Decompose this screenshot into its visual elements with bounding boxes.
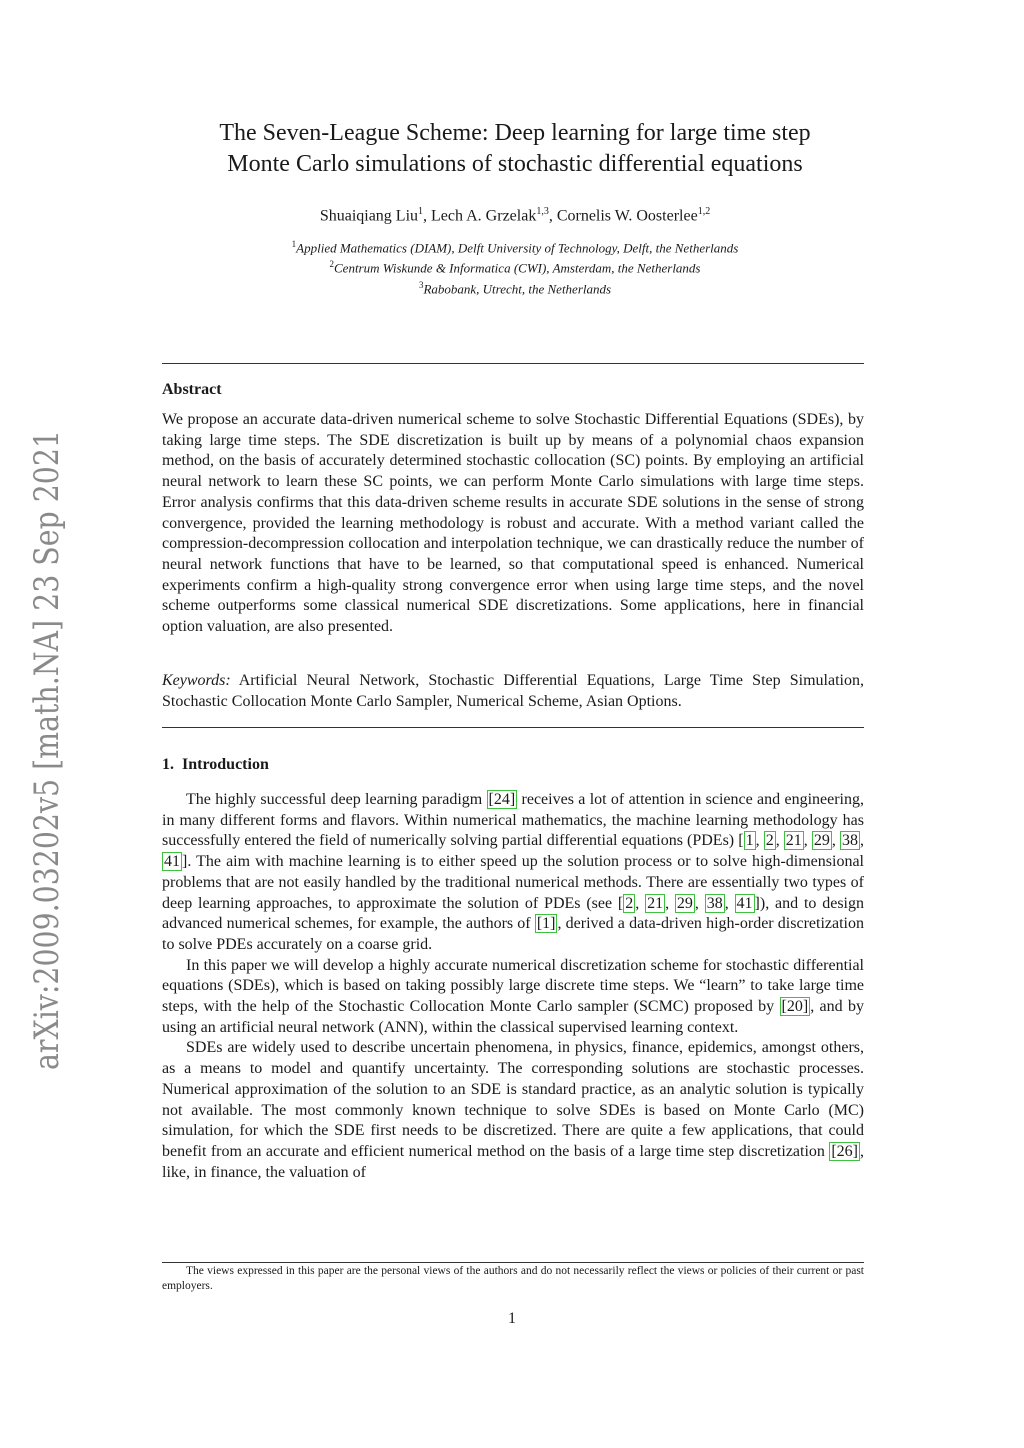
citation-link[interactable]: [20] [781,998,809,1016]
abstract-heading: Abstract [162,381,222,398]
citation-link[interactable]: 41 [736,894,753,912]
paragraph-text: , [803,832,812,850]
paragraph-text: , [694,894,705,912]
citation-link[interactable]: [26] [831,1142,858,1160]
paragraph-text: SDEs are widely used to describe uncertain phenomena, in physics, finance, epidemics, amongst others, as a means to model and quantify uncertainty. The corresponding solutions are stochastic processes. Numerical approximation of the solution to an SDE is standard practice, as an analytic solution is typically not available. The most commonly known technique to solve SDEs is based on Monte Carlo (MC) simulation, for which the SDE first needs to be discretized. There are quite a few applications, that could benefit from an accurate and efficient numerical method on the basis of a large time step discretization [162,1039,864,1160]
footnote: The views expressed in this paper are the personal views of the authors and do not necessarily reflect the views or policies of their current or past employers. [162,1265,864,1292]
citation-link[interactable]: 41 [164,853,180,871]
citation-link[interactable]: 38 [842,832,859,850]
affiliation-line [150,277,880,297]
top-rule [162,363,864,364]
keywords [162,671,864,712]
paragraph-text: , like, in finance, the valuation of [162,1142,864,1181]
section-number: 1. [162,756,174,773]
arxiv-stamp-text: arXiv:2009.03202v5 [math.NA] 23 Sep 2021 [27,420,67,1070]
paragraph-text: , [665,894,675,912]
paragraph-text: ]), and to design advanced numerical schemes, for example, the authors of [162,894,864,933]
arxiv-stamp [18,420,74,1080]
paragraph-text: , [831,832,841,850]
citation-link[interactable]: 2 [625,894,634,912]
paragraph-text: , [635,894,646,912]
paragraph-text: , and by using an artificial neural network (ANN), within the classical supervised learning context. [162,998,864,1036]
citation-link[interactable]: [1] [536,915,556,933]
author-list [150,206,880,225]
affiliation-superscript: 1 [291,239,297,249]
keywords-text: Artificial Neural Network, Stochastic Differential Equations, Large Time Step Simulation, Stochastic Collocation Monte Carlo Sampler, Numerical Scheme, Asian Options. [162,672,864,710]
affiliation-list [150,236,880,297]
keywords-label: Keywords: [162,672,231,689]
author-name: Shuaiqiang Liu [319,207,419,225]
citation-link[interactable]: 38 [706,894,723,912]
paragraph-text: The highly successful deep learning paradigm [186,791,487,808]
bottom-rule [162,727,864,728]
affiliation-text: Applied Mathematics (DIAM), Delft University of Technology, Delft, the Netherlands [296,240,739,256]
paragraph [162,956,864,1039]
author-superscript: 1,2 [697,206,711,217]
paragraph [162,790,864,956]
author-superscript: 1,3 [536,206,549,217]
author-name: Lech A. Grzelak [431,207,537,225]
author-separator: , [423,207,432,225]
paragraph-text: , derived a data-driven high-order discretization to solve PDEs accurately on a coarse grid. [162,915,864,953]
citation-link[interactable]: [24] [488,791,516,808]
title-line: Monte Carlo simulations of stochastic differential equations [227,151,803,177]
page-number: 1 [508,1310,516,1327]
title-line: The Seven-League Scheme: Deep learning for large time step [219,120,811,146]
paragraph-text: , [860,832,865,850]
affiliation-superscript: 3 [418,279,424,290]
affiliation-superscript: 2 [329,259,334,270]
citation-link[interactable]: 29 [813,832,830,850]
citation-link[interactable]: 1 [745,832,754,850]
section-title: Introduction [182,756,269,773]
citation-link[interactable]: 2 [765,832,774,850]
paragraph [162,1038,864,1183]
introduction-body [162,790,864,1183]
paragraph-text: , [775,832,784,850]
author-name: Cornelis W. Oosterlee [556,207,698,225]
citation-link[interactable]: 29 [676,894,693,912]
paragraph-text: receives a lot of attention in science and engineering, in many different forms and flavors. Within numerical mathematics, the machine learning methodology has successfully entered the field of numerically solving partial differential equations (PDEs) [ [162,791,865,850]
affiliation-text: Centrum Wiskunde & Informatica (CWI), Amsterdam, the Netherlands [334,260,701,276]
paragraph-text: , [724,894,735,912]
author-superscript: 1 [418,206,424,217]
paragraph-text: In this paper we will develop a highly accurate numerical discretization scheme for stochastic differential equations (SDEs), which is based on taking possibly large discrete time steps. We “learn” to take large time steps, with the help of the Stochastic Collocation Monte Carlo sampler (SCMC) proposed by [162,956,864,1016]
footnote-rule [162,1262,864,1263]
paper-title [150,118,880,180]
section-heading [162,756,269,774]
citation-link[interactable]: 21 [785,832,802,850]
affiliation-text: Rabobank, Utrecht, the Netherlands [423,280,612,296]
paragraph-text: ]. The aim with machine learning is to either speed up the solution process or to solve high-dimensional problems that are not easily handled by the traditional numerical methods. There are essentially two types of deep learning approaches, to approximate the solution of PDEs (see [ [162,853,864,912]
abstract-text: We propose an accurate data-driven numerical scheme to solve Stochastic Differential Equations (SDEs), by taking large time steps. The SDE discretization is built up by means of a polynomial chaos expansion method, on the basis of accurately determined stochastic collocation (SC) points. By employing an artificial neural network to learn these SC points, we can perform Monte Carlo simulations with large time steps. Error analysis confirms that this data-driven scheme results in accurate SDE solutions in the sense of strong convergence, provided the learning methodology is robust and accurate. With a method variant called the compression-decompression collocation and interpolation technique, we can drastically reduce the number of neural network functions that have to be learned, so that computational speed is enhanced. Numerical experiments confirm a high-quality strong convergence error when using large time steps, and the novel scheme outperforms some classical numerical SDE discretizations. Some applications, here in financial option valuation, are also presented. [162,411,864,636]
paragraph-text: , [755,832,764,850]
affiliation-line [150,256,880,276]
author-separator: , [548,207,557,225]
citation-link[interactable]: 21 [647,894,664,912]
affiliation-line [150,236,880,256]
